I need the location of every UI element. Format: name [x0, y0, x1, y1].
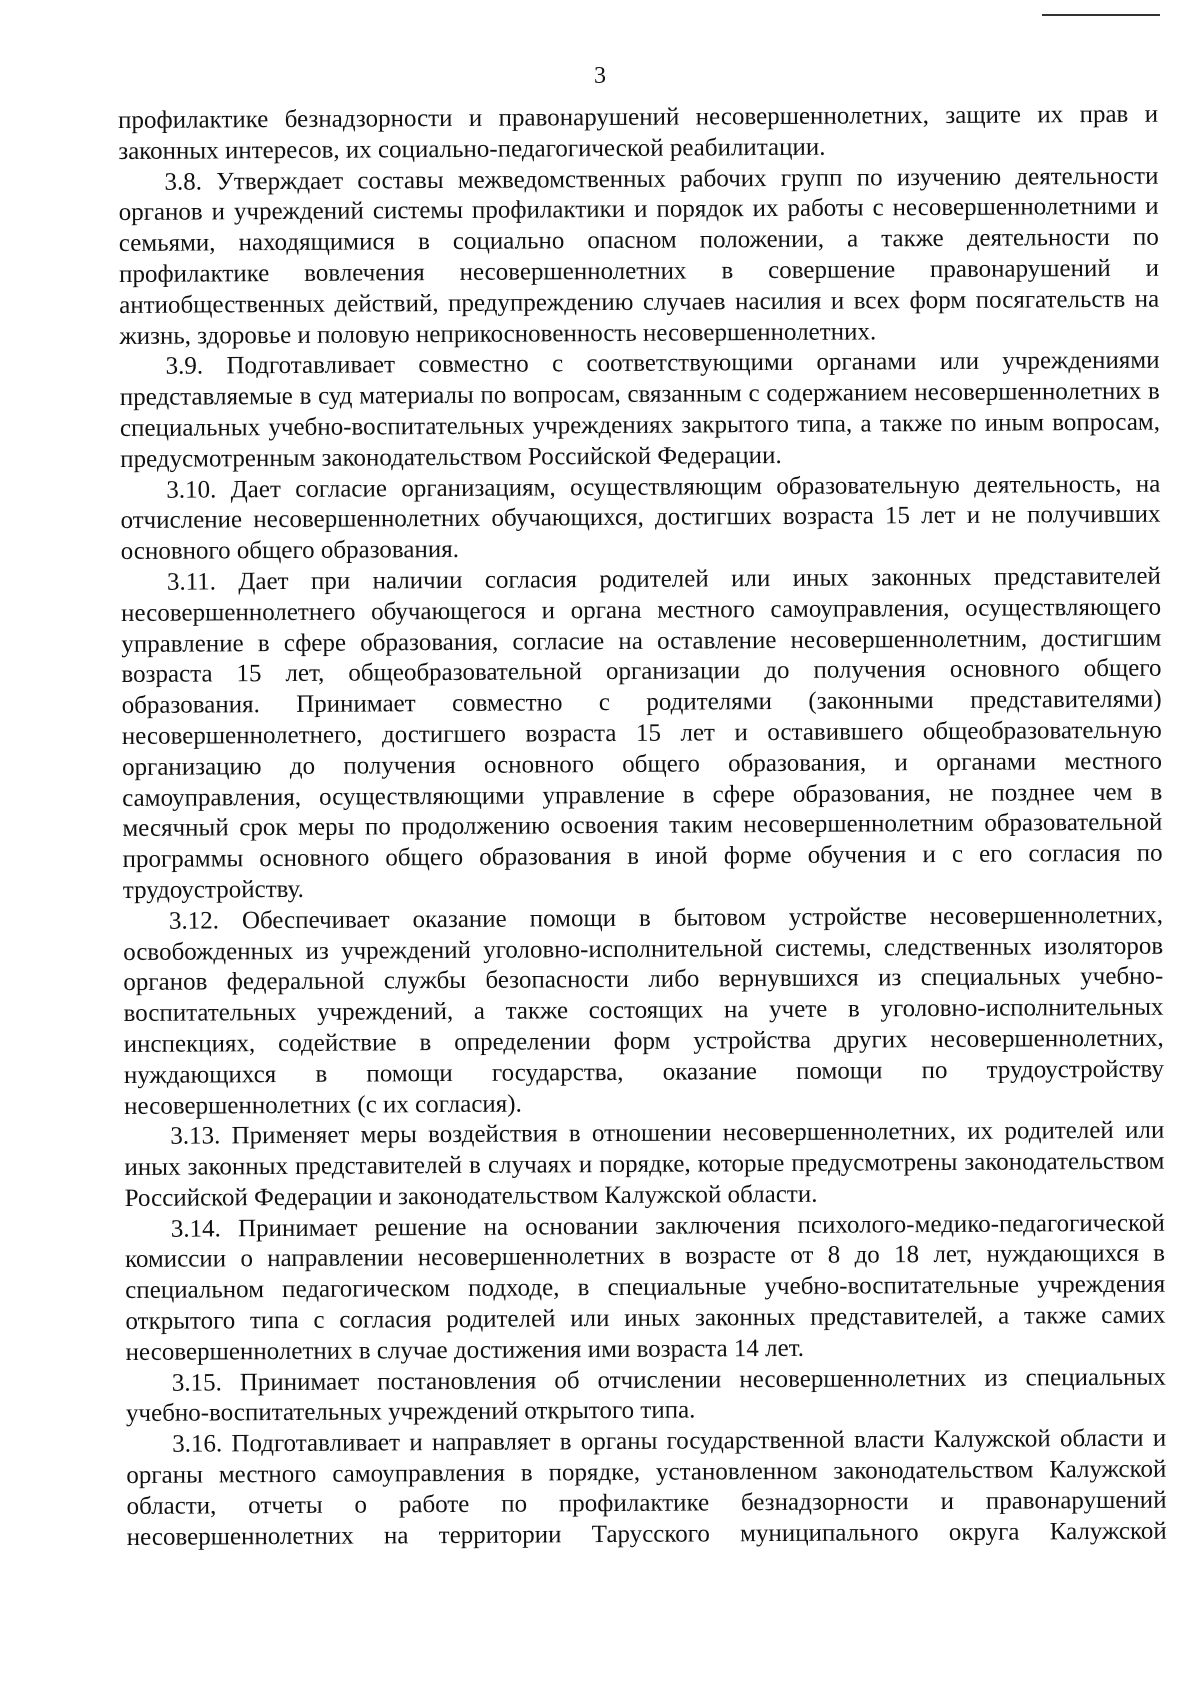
- paragraph-continuation: профилактике безнадзорности и правонарушений несовершеннолетних, защите их прав и законных интересов, их социально-педагогической реабилитации.: [118, 100, 1159, 165]
- paragraph-3-13: 3.13. Применяет меры воздействия в отношении несовершеннолетних, их родителей или иных законных представителей в случаях и порядке, которые предусмотрены законодательством Российской Федерации и законодательством Калужской области.: [124, 1116, 1165, 1212]
- paragraph-3-8: 3.8. Утверждает составы межведомственных рабочих групп по изучению деятельности органов и учреждений системы профилактики и порядок их работы с несовершеннолетними и семьями, находящимися в социально опасном положении, а также деятельности по профилактике вовлечения несовершеннолетних в совершение правонарушений и антиобщественных действий, предупреждению случаев насилия и всех форм посягательств на жизнь, здоровье и половую неприкосновенность несовершеннолетних.: [118, 162, 1160, 350]
- paragraph-3-10: 3.10. Дает согласие организациям, осуществляющим образовательную деятельность, на отчисление несовершеннолетних обучающихся, достигших возраста 15 лет и не получивших основного общего образования.: [120, 470, 1161, 566]
- paragraph-3-9: 3.9. Подготавливает совместно с соответствующими органами или учреждениями представляемые в суд материалы по вопросам, связанным с содержанием несовершеннолетних в специальных учебно-воспитательных учреждениях закрытого типа, а также по иным вопросам, предусмотренным законодательством Российской Федерации.: [119, 347, 1161, 473]
- scan-artifact-line: [1042, 14, 1160, 16]
- paragraph-3-15: 3.15. Принимает постановления об отчислении несовершеннолетних из специальных учебно-воспитательных учреждений открытого типа.: [125, 1363, 1166, 1428]
- page-number: 3: [594, 63, 606, 89]
- document-body: [118, 100, 1167, 1554]
- paragraph-3-12: 3.12. Обеспечивает оказание помощи в бытовом устройстве несовершеннолетних, освобожденных из учреждений уголовно-исполнительной системы, следственных изоляторов органов федеральной службы безопасности либо вернувшихся из специальных учебно-воспитательных учреждений, а также состоящих на учете в уголовно-исполнительных инспекциях, содействие в определении форм устройства других несовершеннолетних, нуждающихся в помощи государства, оказание помощи по трудоустройству несовершеннолетних (с их согласия).: [123, 901, 1164, 1120]
- paragraph-3-11: 3.11. Дает при наличии согласия родителей или иных законных представителей несовершеннолетнего обучающегося и органа местного самоуправления, осуществляющего управление в сфере образования, согласие на оставление несовершеннолетним, достигшим возраста 15 лет, общеобразовательной организации до получения основного общего образования. Принимает совместно с родителями (законными представителями) несовершеннолетнего, достигшего возраста 15 лет и оставившего общеобразовательную организацию до получения основного общего образования, и органами местного самоуправления, осуществляющими управление в сфере образования, не позднее чем в месячный срок меры по продолжению освоения таким несовершеннолетним образовательной программы основного общего образования в иной форме обучения и с его согласия по трудоустройству.: [121, 562, 1163, 904]
- paragraph-3-16: 3.16. Подготавливает и направляет в органы государственной власти Калужской области и органы местного самоуправления в порядке, установленном законодательством Калужской области, отчеты о работе по профилактике безнадзорности и правонарушений несовершеннолетних на территории Тарусского муниципального округа Калужской: [126, 1424, 1167, 1551]
- paragraph-3-14: 3.14. Принимает решение на основании заключения психолого-медико-педагогической комиссии о направлении несовершеннолетних в возрасте от 8 до 18 лет, нуждающихся в специальном педагогическом подходе, в специальные учебно-воспитательные учреждения открытого типа с согласия родителей или иных законных представителей, а также самих несовершеннолетних в случае достижения ими возраста 14 лет.: [124, 1209, 1166, 1366]
